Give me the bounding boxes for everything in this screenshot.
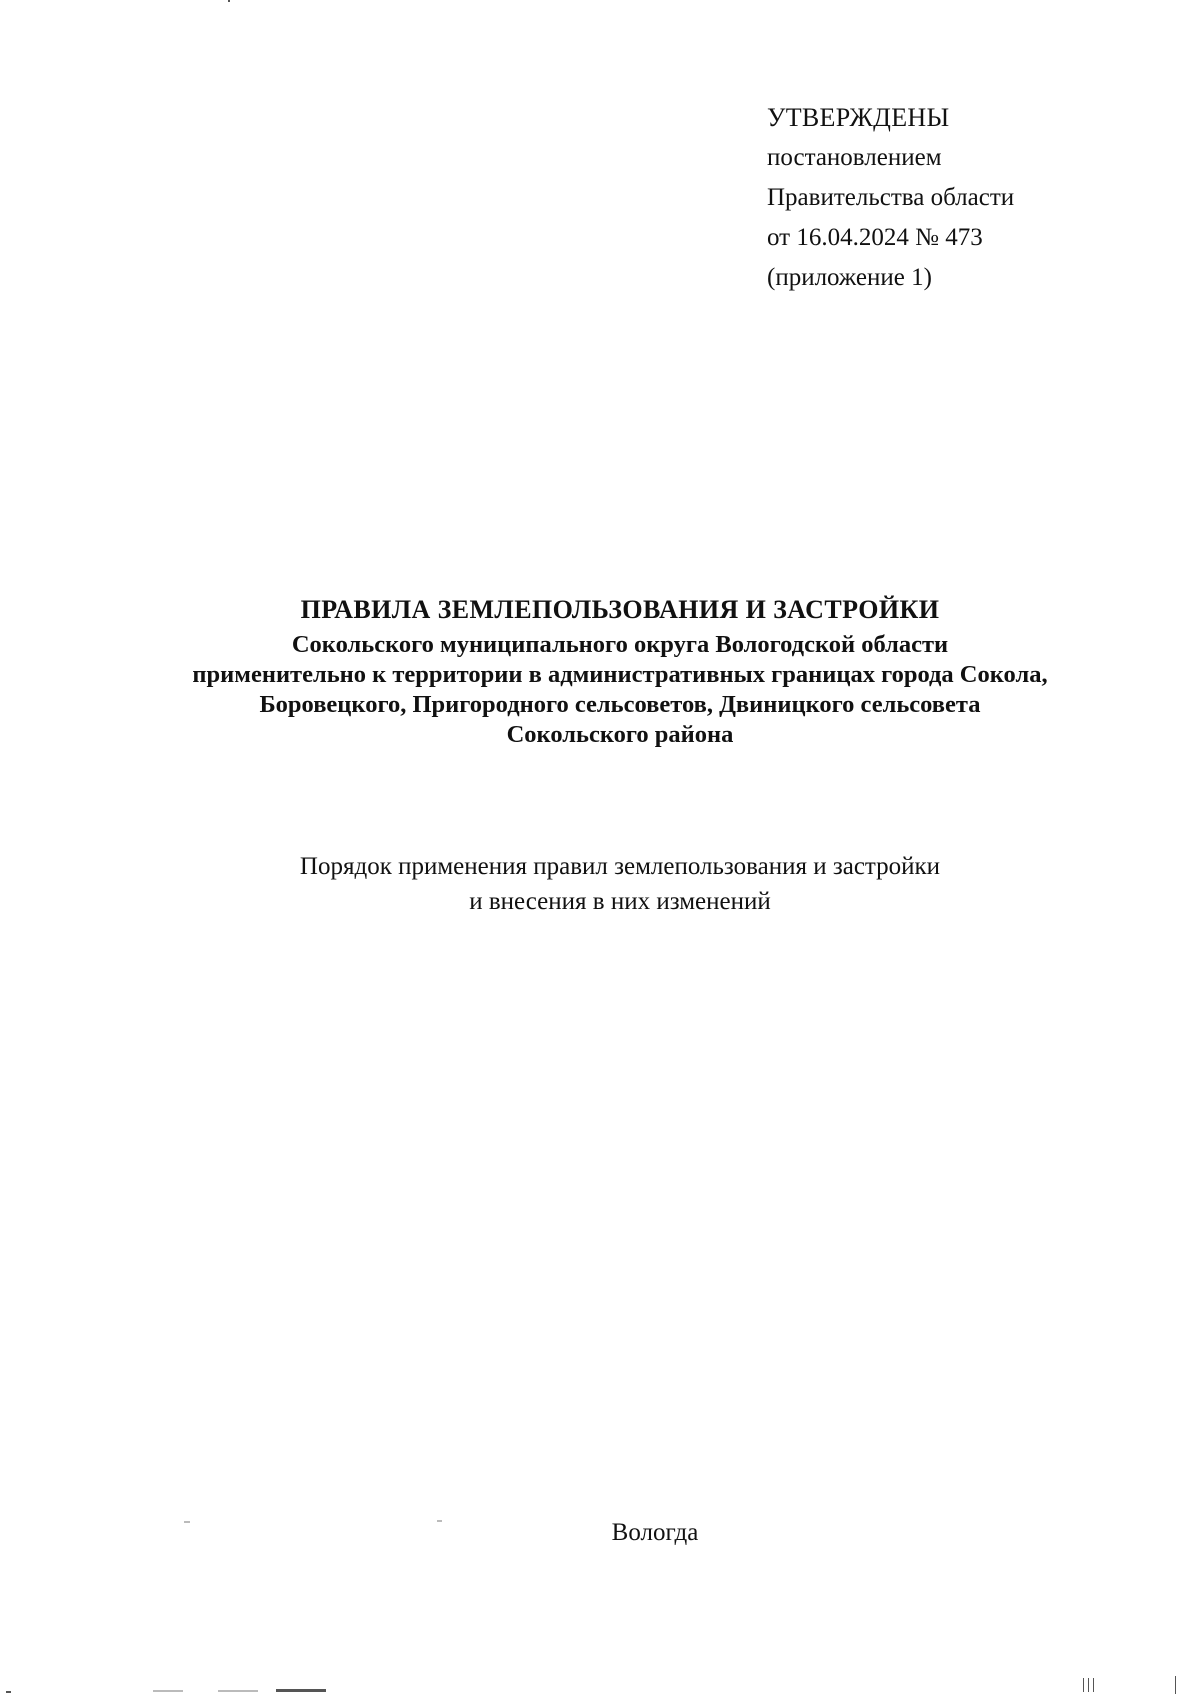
scan-artifact	[184, 1521, 190, 1523]
scan-artifact	[6, 1691, 11, 1693]
scan-artifact	[1083, 1678, 1084, 1692]
title-line: Сокольского муниципального округа Вологодской области	[291, 631, 949, 658]
approval-line-1: постановлением	[767, 144, 942, 171]
approval-line-2: Правительства области	[767, 184, 1015, 211]
scan-artifact	[218, 1690, 258, 1692]
subtitle-line-1: Порядок применения правил землепользования и застройки	[299, 853, 941, 880]
title-line: Сокольского района	[506, 721, 734, 748]
subtitle-line-2: и внесения в них изменений	[469, 888, 771, 915]
scan-artifact	[153, 1690, 183, 1692]
approval-stamp	[767, 98, 1014, 298]
title-main: ПРАВИЛА ЗЕМЛЕПОЛЬЗОВАНИЯ И ЗАСТРОЙКИ	[300, 595, 940, 624]
scan-artifact	[276, 1689, 326, 1692]
approval-line-3: от 16.04.2024 № 473	[767, 224, 983, 251]
scan-artifact	[1093, 1678, 1094, 1692]
scan-artifact	[1175, 1676, 1176, 1694]
city-name: Вологда	[611, 1519, 699, 1546]
document-title	[0, 590, 1200, 750]
approval-heading: УТВЕРЖДЕНЫ	[767, 103, 950, 132]
title-line: применительно к территории в административных границах города Сокола,	[192, 661, 1048, 688]
scan-artifact	[1088, 1678, 1089, 1692]
scan-artifact	[437, 1520, 442, 1522]
title-line: Боровецкого, Пригородного сельсоветов, Двиницкого сельсовета	[259, 691, 981, 718]
document-subtitle	[0, 849, 1200, 919]
approval-line-4: (приложение 1)	[767, 264, 932, 291]
scan-artifact	[228, 0, 230, 2]
